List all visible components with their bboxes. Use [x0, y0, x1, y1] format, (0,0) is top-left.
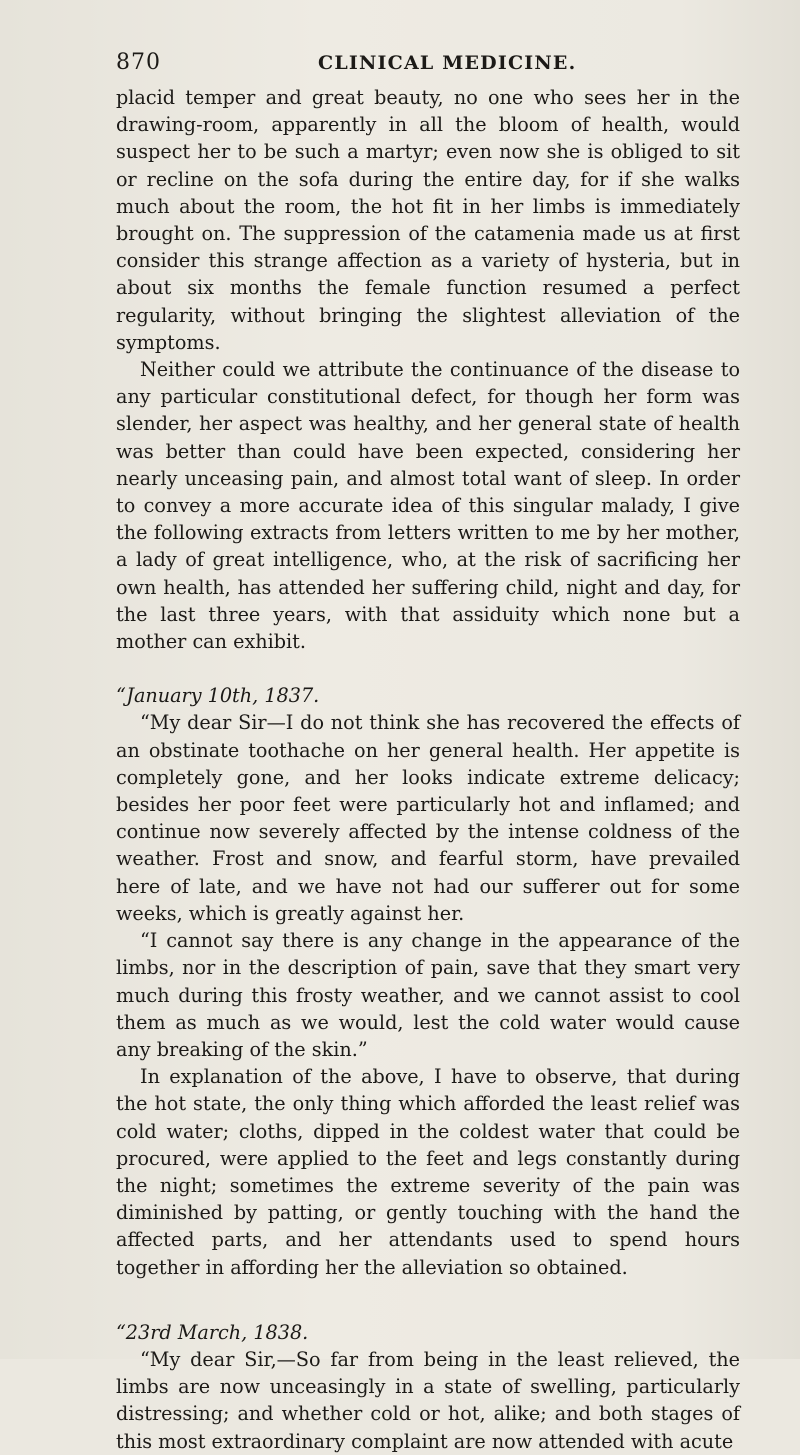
page-number: 870 — [116, 50, 161, 75]
letter-date-1837: “January 10th, 1837. — [116, 684, 320, 708]
letter-1837-paragraph-1: “My dear Sir—I do not think she has recovered the effects of an obstinate toothache on her general health. Her appetite is completely gone, and her looks indicate extreme delicacy; besides her poor feet were particularly hot and inflamed; and continue now severely affected by the intense coldness of the weather. Frost and snow, and fearful storm, have prevailed here of late, and we have not had our sufferer out for some weeks, which is greatly against her. — [116, 711, 740, 925]
paragraph-continuation: placid temper and great beauty, no one who sees her in the drawing-room, apparently in all the bloom of health, would suspect her to be such a martyr; even now she is obliged to sit or recline on the sofa during the entire day, for if she walks much about the room, the hot fit in her limbs is immediately brought on. The suppression of the catamenia made us at first consider this strange affection as a variety of hysteria, but in about six months the female function resumed a perfect regularity, without bringing the slightest alleviation of the symptoms. — [116, 86, 740, 354]
paragraph-constitutional-defect: Neither could we attribute the continuance of the disease to any particular constitutional defect, for though her form was slender, her aspect was healthy, and her general state of health was better than could have been expected, considering her nearly unceasing pain, and almost total want of sleep. In order to convey a more accurate idea of this singular malady, I give the following extracts from letters written to me by her mother, a lady of great intelligence, who, at the risk of sacrificing her own health, has attended her suffering child, night and day, for the last three years, with that assiduity which none but a mother can exhibit. — [116, 358, 740, 654]
running-title: CLINICAL MEDICINE. — [318, 52, 577, 74]
letter-1837-paragraph-2: “I cannot say there is any change in the appearance of the limbs, nor in the description of pain, save that they smart very much during this frosty weather, and we cannot assist to cool them as much as we would, lest the cold water would cause any breaking of the skin.” — [116, 929, 740, 1061]
letter-1838-paragraph-1: “My dear Sir,—So far from being in the least relieved, the limbs are now unceasingly in a state of swelling, particularly distressing; and whether cold or hot, alike; and both stages of this most extraordinary complaint are now attended with acute — [116, 1347, 740, 1453]
body-text — [116, 84, 740, 1455]
paragraph-explanation: In explanation of the above, I have to observe, that during the hot state, the only thing which afforded the least relief was cold water; cloths, dipped in the coldest water that could be procured, were applied to the feet and legs constantly during the night; sometimes the extreme severity of the pain was diminished by patting, or gently touching with the hand the affected parts, and her attendants used to spend hours together in affording her the alleviation so obtained. — [116, 1065, 740, 1279]
page-header — [116, 50, 756, 80]
letter-date-1838: “23rd March, 1838. — [116, 1320, 309, 1344]
